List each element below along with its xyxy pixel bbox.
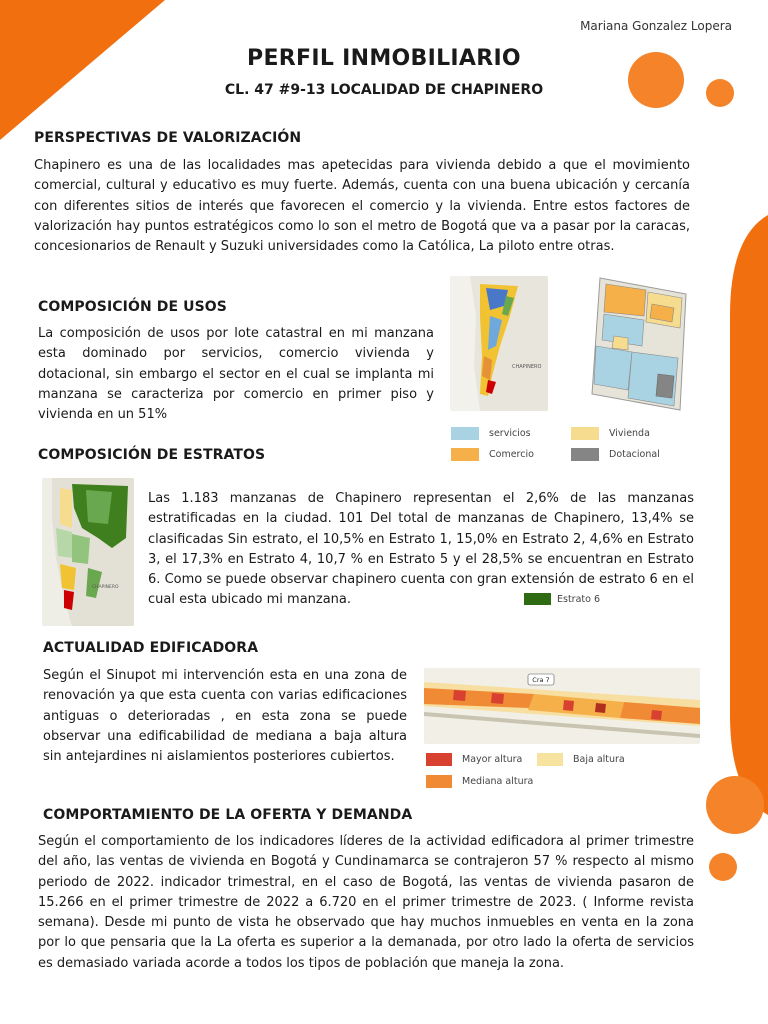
page-title: PERFIL INMOBILIARIO xyxy=(247,46,521,71)
legend-item-estrato-6 xyxy=(524,593,600,605)
legend-item-servicios xyxy=(451,427,531,440)
legend-swatch xyxy=(571,427,599,440)
legend-swatch xyxy=(571,448,599,461)
legend-label: Comercio xyxy=(489,449,534,460)
usos-block-map xyxy=(588,276,692,412)
author-name: Mariana Gonzalez Lopera xyxy=(580,19,732,33)
legend-label: servicios xyxy=(489,428,531,439)
edificabilidad-map xyxy=(424,668,700,744)
section-heading-oferta: COMPORTAMIENTO DE LA OFERTA Y DEMANDA xyxy=(43,807,413,823)
estratos-locality-map xyxy=(42,478,134,626)
legend-label: Vivienda xyxy=(609,428,650,439)
legend-swatch xyxy=(537,753,563,766)
section-text-estratos: Las 1.183 manzanas de Chapinero representan el 2,6% de las manzanas estratificadas en la ciudad. 101 Del total de manzanas de Chapinero, 13,4% se clasificadas Sin estrato, el 10,5% en Estrato 1, 15,0% en Estrato 2, 4,6% en Estrato 3, el 17,3% en Estrato 4, 10,7 % en Estrato 5 y el 28,5% se encuentran en Estrato 6. Como se puede observar chapinero cuenta con gran extensión de estrato 6 en el cual esta ubicado mi manzana. xyxy=(148,491,694,608)
legend-label: Baja altura xyxy=(573,754,625,765)
section-heading-estratos: COMPOSICIÓN DE ESTRATOS xyxy=(38,447,266,463)
legend-swatch xyxy=(524,593,551,605)
page-subtitle: CL. 47 #9-13 LOCALIDAD DE CHAPINERO xyxy=(224,82,544,98)
usos-map-label: CHAPINERO xyxy=(512,364,542,370)
legend-swatch xyxy=(426,775,452,788)
decorative-circle xyxy=(709,853,737,881)
right-edge-decoration xyxy=(712,205,768,820)
section-text-usos: La composición de usos por lote catastral en mi manzana esta dominado por servicios, comercio vivienda y dotacional, sin embargo el sector en el cual se implanta mi manzana se caracteriza por comercio en primer piso y vivienda en un 51% xyxy=(38,326,434,423)
legend-swatch xyxy=(451,448,479,461)
legend-label: Dotacional xyxy=(609,449,660,460)
section-text-valorizacion: Chapinero es una de las localidades mas apetecidas para vivienda debido a que el movimiento comercial, cultural y educativo es muy fuerte. Además, cuenta con una buena ubicación y cercanía con diferentes sitios de interés que favorecen el comercio y la vivienda. Entre estos factores de valorización hay puntos estratégicos como lo son el metro de Bogotá que va a pasar por la caracas, concesionarios de Renault y Suzuki universidades como la Católica, La piloto entre otras. xyxy=(34,158,690,255)
legend-item-mediana-altura xyxy=(426,775,533,788)
legend-label: Estrato 6 xyxy=(557,593,601,605)
legend-swatch xyxy=(426,753,452,766)
legend-item-baja-altura xyxy=(537,753,625,766)
estratos-map-label: CHAPINERO xyxy=(92,585,119,590)
section-heading-usos: COMPOSICIÓN DE USOS xyxy=(38,299,227,315)
section-heading-edificadora: ACTUALIDAD EDIFICADORA xyxy=(43,640,259,656)
section-text-edificadora: Según el Sinupot mi intervención esta en una zona de renovación ya que esta cuenta con varias edificaciones antiguas o deterioradas , en esta zona se puede observar una edificabilidad de mediana a baja altura sin antejardines ni aislamientos posteriores cubiertos. xyxy=(43,668,407,765)
legend-item-mayor-altura xyxy=(426,753,522,766)
legend-item-vivienda xyxy=(571,427,650,440)
legend-item-comercio xyxy=(451,448,534,461)
usos-locality-map xyxy=(450,276,548,411)
legend-swatch xyxy=(451,427,479,440)
section-heading-valorizacion: PERSPECTIVAS DE VALORIZACIÓN xyxy=(34,130,302,146)
section-text-oferta: Según el comportamiento de los indicadores líderes de la actividad edificadora al primer trimestre del año, las ventas de vivienda en Bogotá y Cundinamarca se contrajeron 57 % respecto al mismo periodo de 2022. indicador trimestral, en el caso de Bogotá, las ventas de vivienda pasaron de 15.266 en el primer trimestre de 2022 a 6.720 en el primer trimestre de 2023. ( Informe revista semana). Desde mi punto de vista he observado que hay muchos inmuebles en venta en la zona por lo que pensaria que la La oferta es superior a la demanada, por otro lado la oferta de servicios es demasiado variada acorde a todos los tipos de población que maneja la zona. xyxy=(38,834,694,971)
legend-label: Mayor altura xyxy=(462,754,523,765)
legend-item-dotacional xyxy=(571,448,660,461)
decorative-circle xyxy=(706,776,764,834)
legend-label: Mediana altura xyxy=(462,776,534,787)
map-street-tag: Cra 7 xyxy=(532,676,550,684)
